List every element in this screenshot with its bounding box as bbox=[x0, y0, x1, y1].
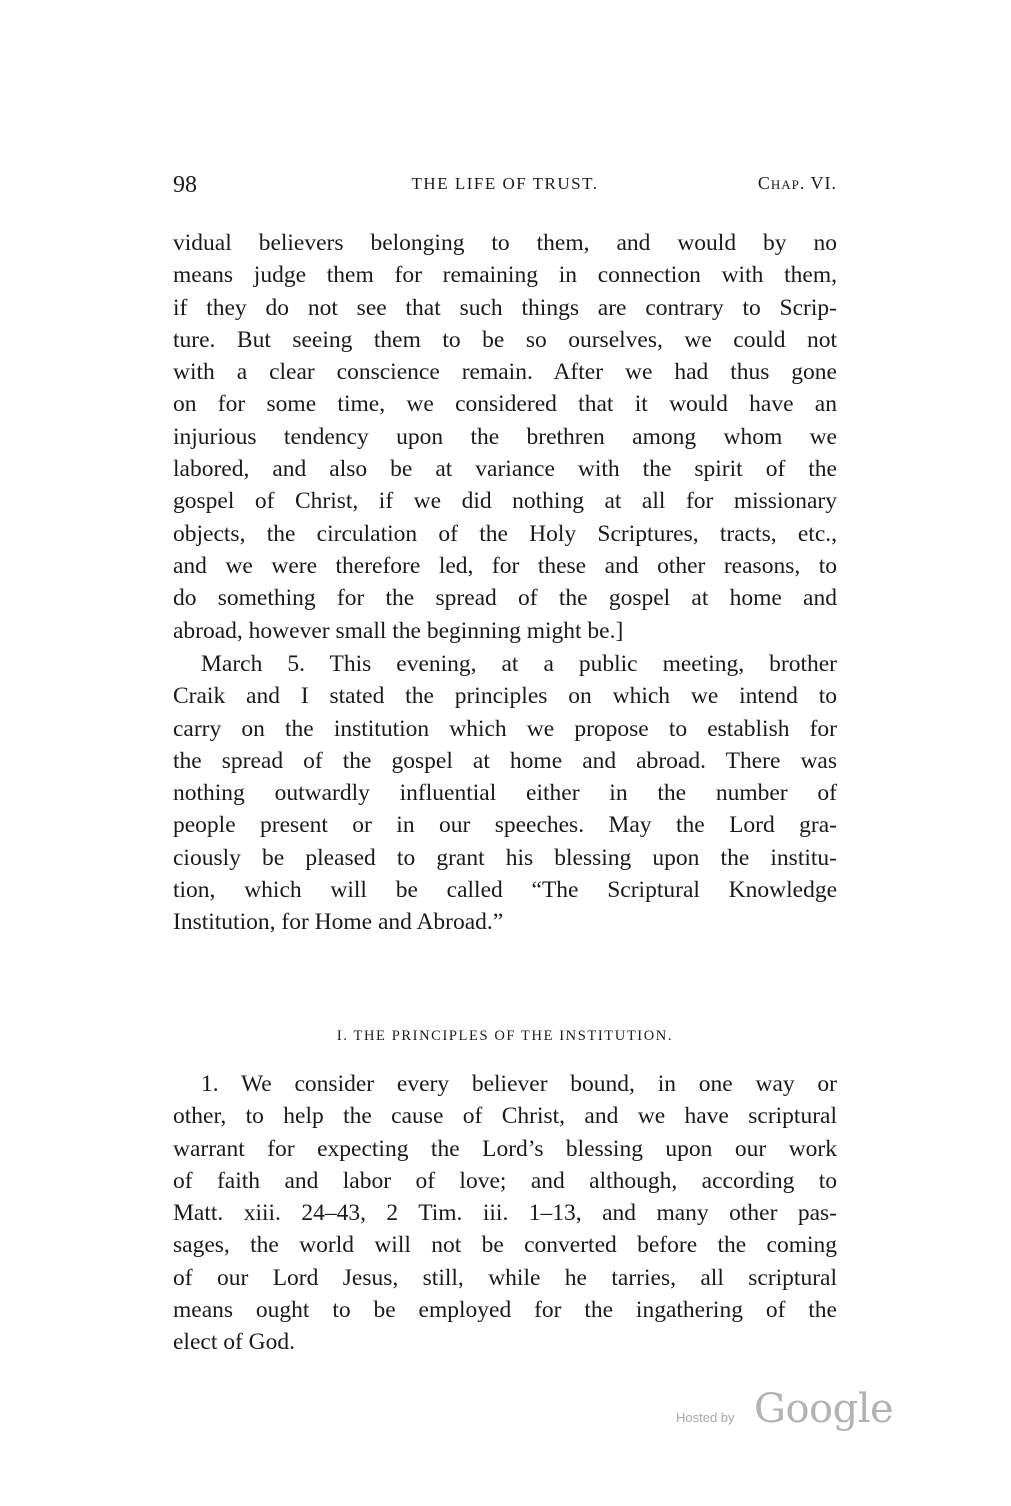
text-line: warrant for expecting the Lord’s blessing upon our work bbox=[173, 1135, 837, 1162]
section-heading: I. THE PRINCIPLES OF THE INSTITUTION. bbox=[336, 1028, 674, 1044]
text-line: Matt. xiii. 24–43, 2 Tim. iii. 1–13, and many other pas- bbox=[173, 1200, 837, 1227]
text-line: vidual believers belonging to them, and would by no bbox=[173, 230, 837, 256]
text-line: of faith and labor of love; and although, according to bbox=[173, 1167, 837, 1194]
page-number: 98 bbox=[173, 172, 197, 198]
text-line: on for some time, we considered that it would have an bbox=[173, 391, 837, 418]
text-line: ciously be pleased to grant his blessing upon the institu- bbox=[173, 844, 837, 871]
text-line: nothing outwardly influential either in the number of bbox=[173, 780, 837, 807]
text-line: carry on the institution which we propose to establish for bbox=[173, 715, 837, 742]
text-line: injurious tendency upon the brethren among whom we bbox=[173, 423, 837, 450]
text-line: means judge them for remaining in connection with them, bbox=[173, 262, 837, 289]
text-line: if they do not see that such things are contrary to Scrip- bbox=[173, 294, 837, 321]
running-title: THE LIFE OF TRUST. bbox=[411, 174, 599, 193]
text-line: objects, the circulation of the Holy Scriptures, tracts, etc., bbox=[173, 520, 837, 547]
text-line: with a clear conscience remain. After we had thus gone bbox=[173, 359, 837, 386]
text-line: ture. But seeing them to be so ourselves, we could not bbox=[173, 326, 837, 353]
text-line: Craik and I stated the principles on which we intend to bbox=[173, 683, 837, 710]
text-line: means ought to be employed for the ingathering of the bbox=[173, 1297, 837, 1324]
text-line: people present or in our speeches. May the Lord gra- bbox=[173, 812, 837, 839]
text-line: tion, which will be called “The Scriptural Knowledge bbox=[173, 877, 837, 904]
text-line: March 5. This evening, at a public meeting, brother bbox=[201, 651, 837, 677]
text-line: Institution, for Home and Abroad.” bbox=[173, 909, 504, 936]
hosted-by-google-watermark bbox=[676, 1386, 894, 1436]
hosted-by-label: Hosted by bbox=[676, 1410, 735, 1425]
text-line: other, to help the cause of Christ, and we have scriptural bbox=[173, 1103, 837, 1130]
text-line: elect of God. bbox=[173, 1329, 296, 1356]
text-line: the spread of the gospel at home and abroad. There was bbox=[173, 747, 837, 774]
paragraph-continuation bbox=[173, 227, 837, 647]
text-line: 1. We consider every believer bound, in one way or bbox=[201, 1071, 837, 1097]
paragraph-march-5 bbox=[173, 648, 837, 939]
text-line: and we were therefore led, for these and other reasons, to bbox=[173, 552, 837, 579]
text-line: sages, the world will not be converted before the coming bbox=[173, 1232, 837, 1259]
google-logo: Google bbox=[754, 1386, 894, 1432]
text-line: of our Lord Jesus, still, while he tarries, all scriptural bbox=[173, 1264, 837, 1291]
text-line: labored, and also be at variance with the spirit of the bbox=[173, 456, 837, 483]
page-header bbox=[173, 172, 837, 204]
text-line: abroad, however small the beginning might be.] bbox=[173, 617, 624, 644]
chapter-label: Chap. VI. bbox=[757, 173, 837, 193]
paragraph-principle-1 bbox=[173, 1068, 837, 1359]
text-line: do something for the spread of the gospel at home and bbox=[173, 585, 837, 612]
text-line: gospel of Christ, if we did nothing at all for missionary bbox=[173, 488, 837, 515]
